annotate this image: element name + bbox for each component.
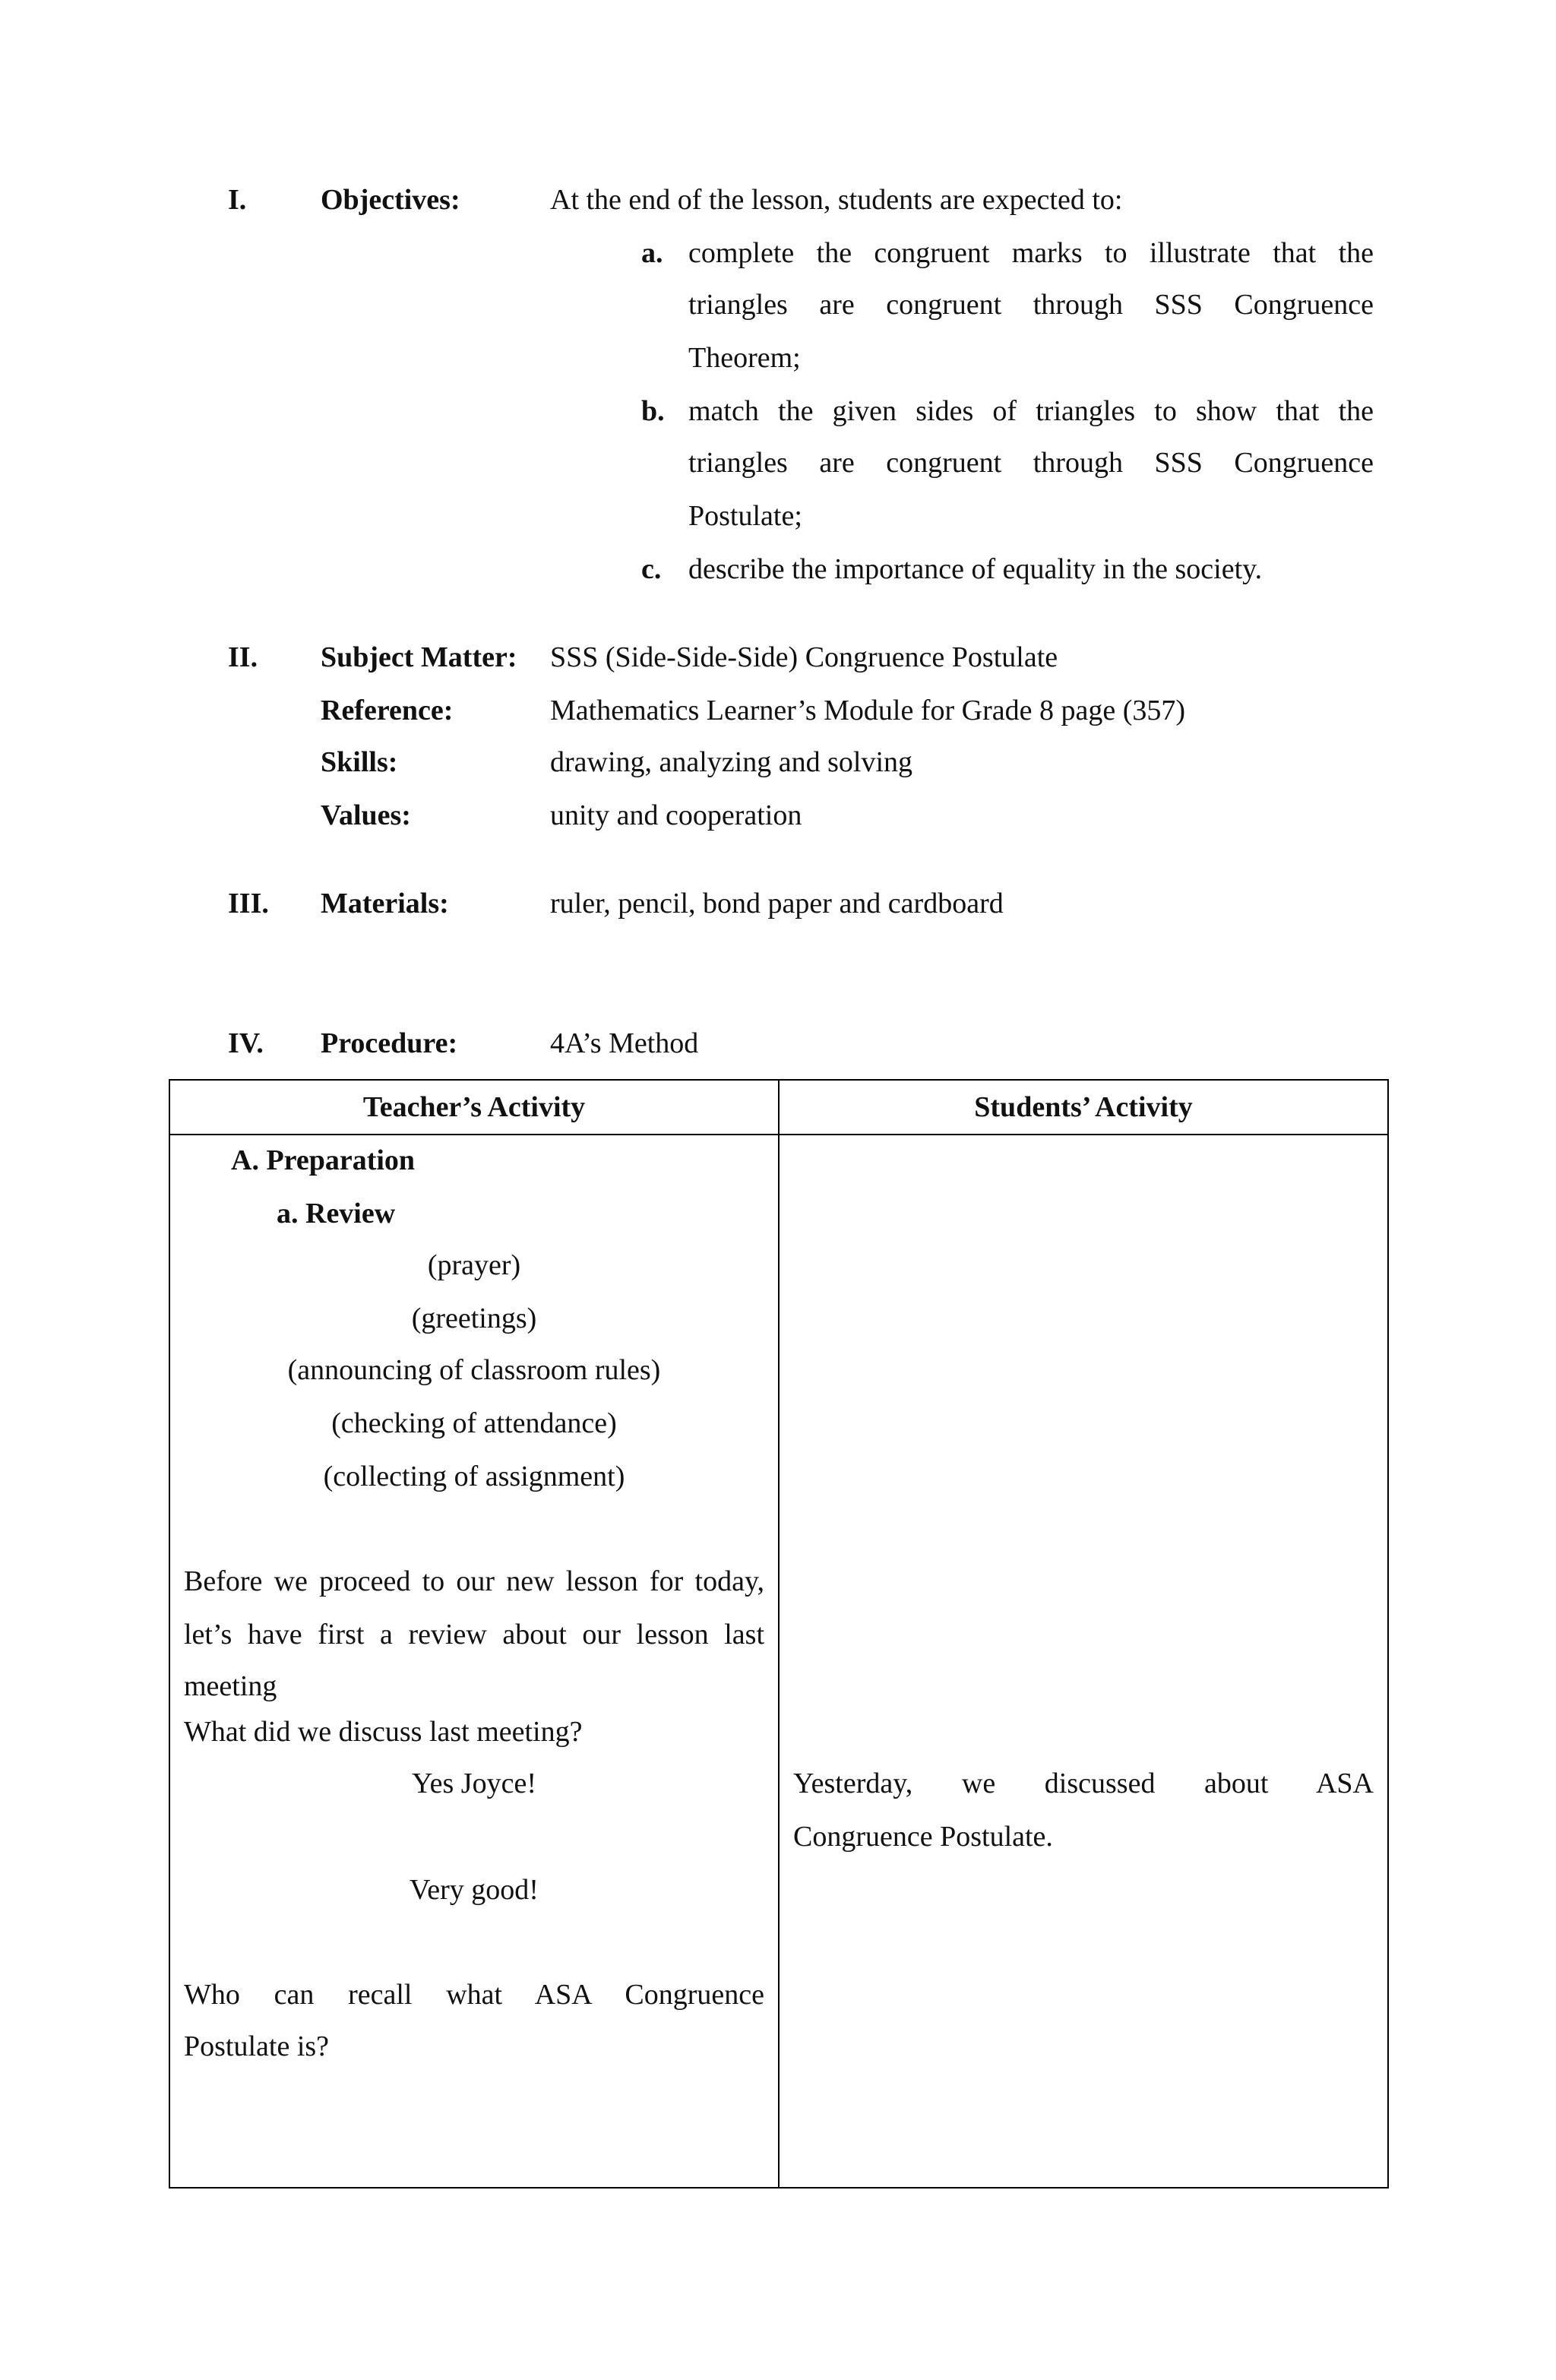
review-line-1: Before we proceed to our new lesson for today,	[184, 1565, 764, 1597]
preparation-heading: A. Preparation	[231, 1144, 416, 1176]
materials-number: III.	[228, 888, 269, 919]
procedure-label: Procedure:	[321, 1027, 458, 1059]
objective-c-letter: c.	[641, 553, 662, 585]
review-line-2: let’s have first a review about our lesson last	[184, 1619, 764, 1650]
routine-prayer: (prayer)	[427, 1249, 521, 1281]
materials-label: Materials:	[321, 888, 449, 919]
activity-table	[169, 1079, 1389, 2189]
objective-a-line-2: triangles are congruent through SSS Congruence	[688, 289, 1374, 321]
objective-a-line-3: Theorem;	[688, 342, 801, 374]
routine-rules: (announcing of classroom rules)	[287, 1354, 661, 1386]
skills-value: drawing, analyzing and solving	[550, 746, 913, 778]
review-subheading: a. Review	[277, 1198, 396, 1230]
subject-value: SSS (Side-Side-Side) Congruence Postulate	[550, 641, 1058, 673]
subject-label: Subject Matter:	[321, 641, 517, 673]
values-value: unity and cooperation	[550, 799, 802, 831]
objectives-label: Objectives:	[321, 184, 460, 216]
materials-value: ruler, pencil, bond paper and cardboard	[550, 888, 1004, 919]
student-answer-line-2: Congruence Postulate.	[793, 1821, 1053, 1853]
procedure-number: IV.	[228, 1027, 264, 1059]
objective-b-line-2: triangles are congruent through SSS Congruence	[688, 447, 1374, 479]
routine-greetings: (greetings)	[411, 1302, 537, 1334]
reference-value: Mathematics Learner’s Module for Grade 8 page (357)	[550, 695, 1186, 726]
objective-b-line-1: match the given sides of triangles to show that the	[688, 395, 1374, 427]
objective-c-line-1: describe the importance of equality in the society.	[688, 553, 1263, 585]
objective-b-letter: b.	[641, 395, 665, 427]
teacher-call-joyce: Yes Joyce!	[412, 1768, 536, 1799]
values-label: Values:	[321, 799, 411, 831]
teacher-activity-header: Teacher’s Activity	[362, 1091, 586, 1123]
procedure-value: 4A’s Method	[550, 1027, 699, 1059]
objectives-number: I.	[228, 184, 247, 216]
routine-attendance: (checking of attendance)	[331, 1407, 617, 1439]
objective-b-line-3: Postulate;	[688, 500, 802, 532]
teacher-praise: Very good!	[410, 1874, 539, 1906]
objective-a-line-1: complete the congruent marks to illustrate that the	[688, 237, 1374, 269]
review-line-3: meeting	[184, 1670, 277, 1702]
reference-label: Reference:	[321, 695, 454, 726]
table-header-divider	[170, 1134, 1387, 1135]
skills-label: Skills:	[321, 746, 398, 778]
subject-number: II.	[228, 641, 258, 673]
objective-a-letter: a.	[641, 237, 663, 269]
question-asa-line-2: Postulate is?	[184, 2030, 330, 2062]
question-asa-line-1: Who can recall what ASA Congruence	[184, 1979, 764, 2011]
student-answer-line-1: Yesterday, we discussed about ASA	[793, 1768, 1374, 1799]
students-activity-header: Students’ Activity	[974, 1091, 1193, 1123]
routine-assignment: (collecting of assignment)	[323, 1461, 625, 1492]
table-column-divider	[778, 1081, 780, 2187]
objectives-intro: At the end of the lesson, students are expected to:	[550, 184, 1123, 216]
question-last-meeting: What did we discuss last meeting?	[184, 1716, 583, 1748]
